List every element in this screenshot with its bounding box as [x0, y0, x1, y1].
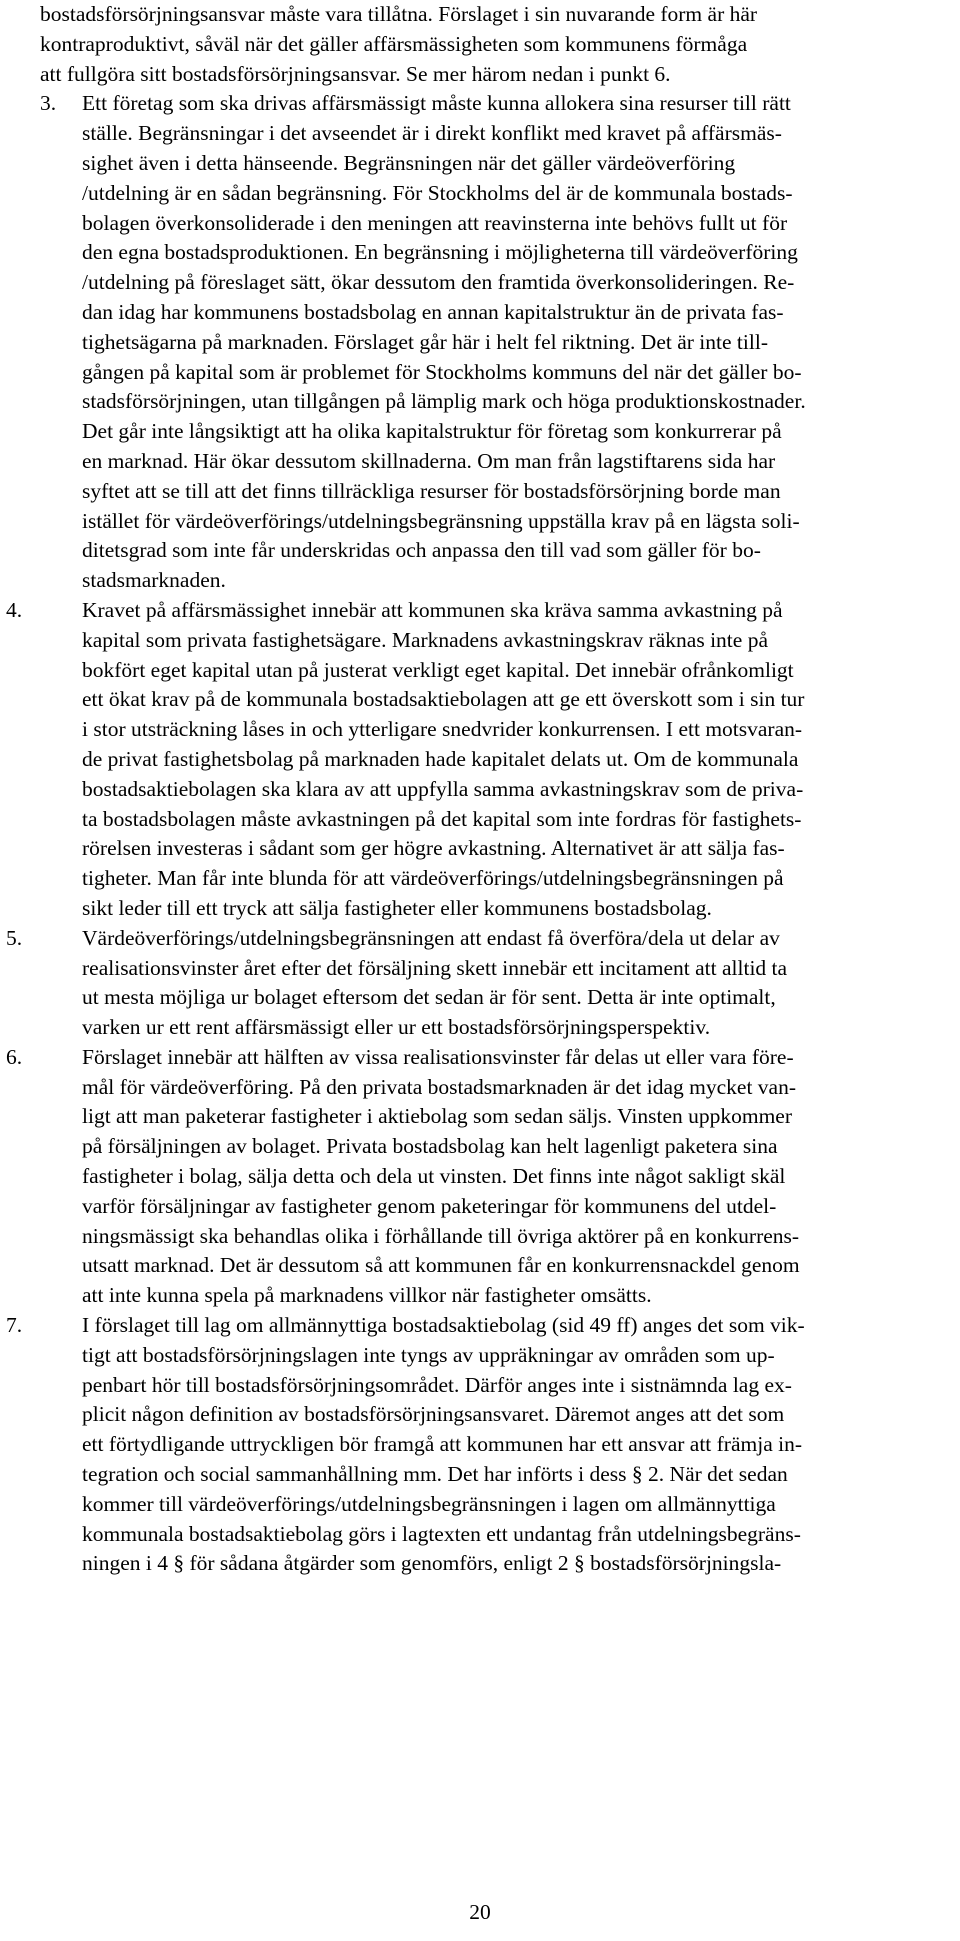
text-line: kommunala bostadsaktiebolag görs i lagtexten ett undantag från utdelningsbegräns- [82, 1521, 801, 1546]
text-line: Förslaget innebär att hälften av vissa realisationsvinster får delas ut eller vara före- [82, 1044, 794, 1069]
text-line: ta bostadsbolagen måste avkastningen på det kapital som inte fordras för fastighets- [82, 806, 802, 831]
list-item-5 [6, 924, 955, 1043]
text-line: att inte kunna spela på marknadens villkor när fastigheter omsätts. [82, 1283, 652, 1308]
text-line: tigt att bostadsförsörjningslagen inte tyngs av uppräkningar av områden som up- [82, 1342, 775, 1367]
text-line: fastigheter i bolag, sälja detta och dela ut vinsten. Det finns inte något sakligt skäl [82, 1164, 786, 1189]
text-line: bostadsaktiebolagen ska klara av att uppfylla samma avkastningskrav som de priva- [82, 776, 804, 801]
text-line: Det går inte långsiktigt att ha olika kapitalstruktur för företag som konkurrerar på [82, 419, 782, 444]
text-line: ditetsgrad som inte får underskridas och anpassa den till vad som gäller för bo- [82, 538, 761, 563]
text-line: bokfört eget kapital utan på justerat verkligt eget kapital. Det innebär ofrånkomligt [82, 657, 794, 682]
text-line: rörelsen investeras i sådant som ger högre avkastning. Alternativet är att sälja fas- [82, 836, 785, 861]
text-line: sighet även i detta hänseende. Begränsningen när det gäller värdeöverföring [82, 150, 736, 175]
text-line: de privat fastighetsbolag på marknaden hade kapitalet delats ut. Om de kommunala [82, 746, 799, 771]
text-line: ningsmässigt ska behandlas olika i förhållande till övriga aktörer på en konkurrens- [82, 1223, 800, 1248]
text-line: mål för värdeöverföring. På den privata bostadsmarknaden är det idag mycket van- [82, 1074, 797, 1099]
text-line: på försäljningen av bolaget. Privata bostadsbolag kan helt lagenligt paketera sina [82, 1134, 778, 1159]
item-number: 7. [6, 1313, 23, 1338]
text-line: att fullgöra sitt bostadsförsörjningsansvar. Se mer härom nedan i punkt 6. [40, 61, 671, 86]
text-line: stadsmarknaden. [82, 568, 226, 593]
text-line: varför försäljningar av fastigheter genom paketeringar för kommunens del utdel- [82, 1193, 777, 1218]
text-line: ligt att man paketerar fastigheter i aktiebolag som sedan säljs. Vinsten uppkommer [82, 1104, 793, 1129]
text-line: utsatt marknad. Det är dessutom så att kommunen får en konkurrensnackdel genom [82, 1253, 800, 1278]
text-line: ställe. Begränsningar i det avseendet är i direkt konflikt med kravet på affärsmäs- [82, 121, 782, 146]
text-line: sikt leder till ett tryck att sälja fastigheter eller kommunens bostadsbolag. [82, 895, 712, 920]
page-number: 20 [469, 1900, 491, 1924]
text-line: tighetsägarna på marknaden. Förslaget går här i helt fel riktning. Det är inte till- [82, 329, 768, 354]
text-line: ningen i 4 § för sådana åtgärder som genomförs, enligt 2 § bostadsförsörjningsla- [82, 1551, 782, 1576]
text-line: Kravet på affärsmässighet innebär att kommunen ska kräva samma avkastning på [82, 597, 783, 622]
document-body [6, 0, 955, 1579]
text-line: kapital som privata fastighetsägare. Marknadens avkastningskrav räknas inte på [82, 627, 768, 652]
text-line: ett förtydligande uttryckligen bör framgå att kommunen har ett ansvar att främja in- [82, 1432, 802, 1457]
text-line: ut mesta möjliga ur bolaget eftersom det sedan är för sent. Detta är inte optimalt, [82, 985, 776, 1010]
item-number: 6. [6, 1044, 23, 1069]
list-item-3 [40, 89, 955, 596]
text-line: bostadsförsörjningsansvar måste vara tillåtna. Förslaget i sin nuvarande form är här [40, 2, 758, 26]
item-number: 5. [6, 925, 23, 950]
item-text [82, 1311, 955, 1579]
text-line: Ett företag som ska drivas affärsmässigt måste kunna allokera sina resurser till rätt [82, 91, 791, 116]
text-line: den egna bostadsproduktionen. En begränsning i möjligheterna till värdeöverföring [82, 240, 798, 265]
text-line: kommer till värdeöverförings/utdelningsbegränsningen i lagen om allmännyttiga [82, 1491, 776, 1516]
text-line: syftet att se till att det finns tillräckliga resurser för bostadsförsörjning borde man [82, 478, 781, 503]
text-line: penbart hör till bostadsförsörjningsområdet. Därför anges inte i sistnämnda lag ex- [82, 1372, 792, 1397]
item-number: 3. [40, 91, 57, 116]
text-line: stadsförsörjningen, utan tillgången på lämplig mark och höga produktionskostnader. [82, 389, 806, 414]
text-line: kontraproduktivt, såväl när det gäller affärsmässigheten som kommunens förmåga [40, 31, 748, 56]
text-line: realisationsvinster året efter det försäljning skett innebär ett incitament att alltid ta [82, 955, 788, 980]
item-text [82, 596, 955, 924]
text-line: ett ökat krav på de kommunala bostadsaktiebolagen att ge ett överskott som i sin tur [82, 687, 805, 712]
text-line: /utdelning på föreslaget sätt, ökar dessutom den framtida överkonsolideringen. Re- [82, 270, 795, 295]
text-line: varken ur ett rent affärsmässigt eller ur ett bostadsförsörjningsperspektiv. [82, 1015, 711, 1040]
text-line: gången på kapital som är problemet för Stockholms kommuns del när det gäller bo- [82, 359, 802, 384]
text-line: plicit någon definition av bostadsförsörjningsansvaret. Däremot anges att det som [82, 1402, 785, 1427]
item-number: 4. [6, 597, 23, 622]
text-line: tigheter. Man får inte blunda för att värdeöverförings/utdelningsbegränsningen på [82, 866, 784, 891]
text-line: dan idag har kommunens bostadsbolag en annan kapitalstruktur än de privata fas- [82, 299, 784, 324]
text-line: en marknad. Här ökar dessutom skillnaderna. Om man från lagstiftarens sida har [82, 448, 776, 473]
text-line: tegration och social sammanhållning mm. Det har införts i dess § 2. När det sedan [82, 1462, 788, 1487]
text-line: /utdelning är en sådan begränsning. För Stockholms del är de kommunala bostads- [82, 180, 793, 205]
list-item-7 [6, 1311, 955, 1579]
list-item-4 [6, 596, 955, 924]
text-line: Värdeöverförings/utdelningsbegränsningen att endast få överföra/dela ut delar av [82, 925, 780, 950]
item-text [82, 1043, 955, 1311]
text-line: istället för värdeöverförings/utdelningsbegränsning uppställa krav på en lägsta soli- [82, 508, 800, 533]
intro-paragraph [40, 0, 955, 89]
text-line: I förslaget till lag om allmännyttiga bostadsaktiebolag (sid 49 ff) anges det som vik- [82, 1313, 805, 1338]
text-line: bolagen överkonsoliderade i den meningen att reavinsterna inte behövs fullt ut för [82, 210, 788, 235]
item-text [82, 89, 955, 596]
item-text [82, 924, 955, 1043]
list-item-6 [6, 1043, 955, 1311]
text-line: i stor utsträckning låses in och ytterligare snedvrider konkurrensen. I ett motsvaran- [82, 717, 803, 742]
